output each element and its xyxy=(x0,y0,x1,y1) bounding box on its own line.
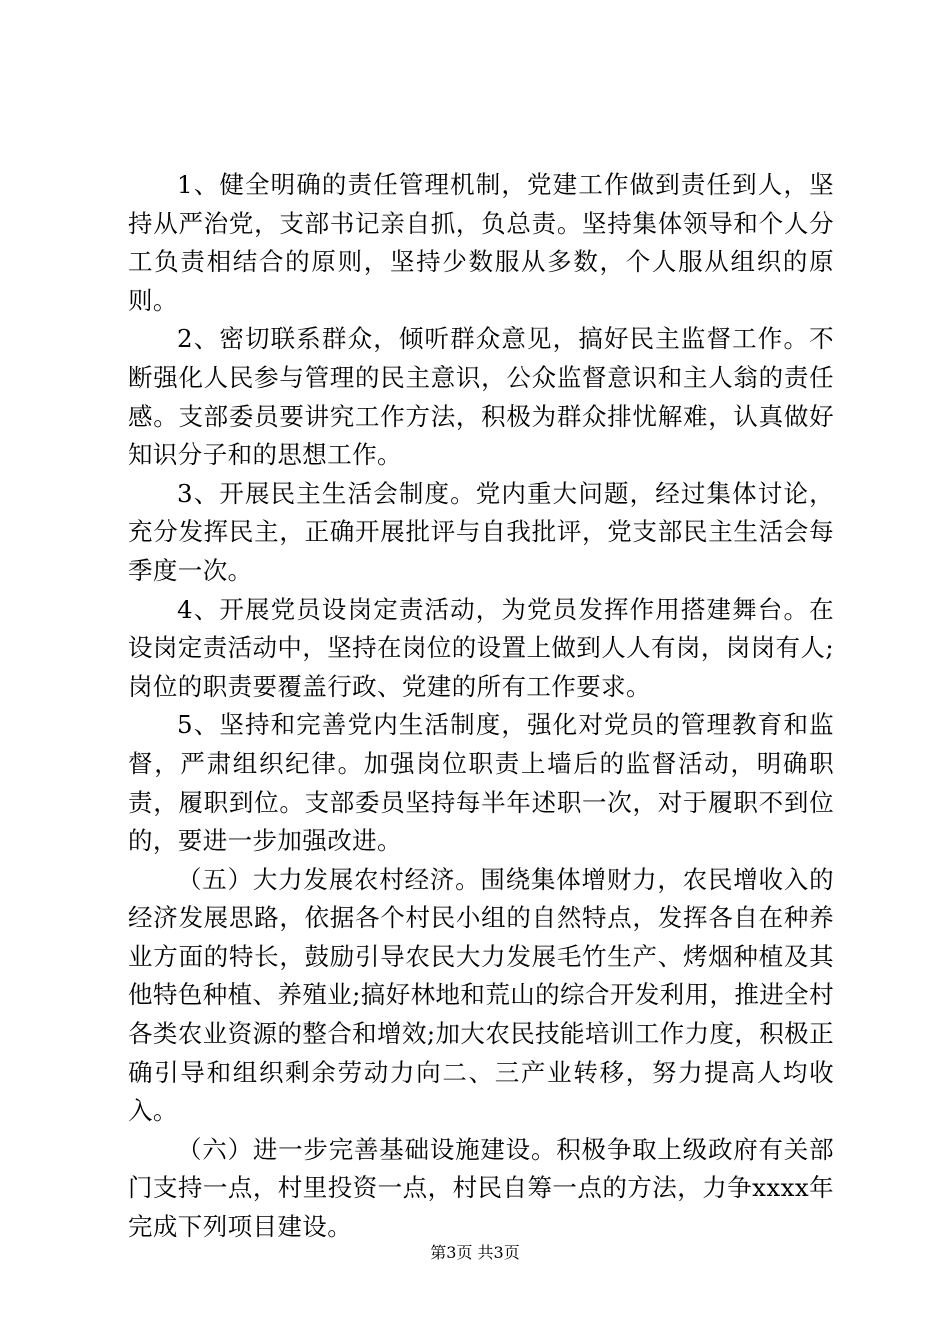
paragraph-1: 1、健全明确的责任管理机制，党建工作做到责任到人，坚持从严治党，支部书记亲自抓，负总责。坚持集体领导和个人分工负责相结合的原则，坚持少数服从多数，个人服从组织的原则。 xyxy=(128,170,834,315)
page-footer: 第3页 共3页 xyxy=(430,1243,520,1262)
paragraph-5: 5、坚持和完善党内生活制度，强化对党员的管理教育和监督，严肃组织纪律。加强岗位职责上墙后的监督活动，明确职责，履职到位。支部委员坚持每半年述职一次，对于履职不到位的，要进一步加强改进。 xyxy=(128,710,834,856)
paragraph-section-5: （五）大力发展农村经济。围绕集体增财力，农民增收入的经济发展思路，依据各个村民小组的自然特点，发挥各自在种养业方面的特长，鼓励引导农民大力发展毛竹生产、烤烟种植及其他特色种植、养殖业;搞好林地和荒山的综合开发利用，推进全村各类农业资源的整合和增效;加大农民技能培训工作力度，积极正确引导和组织剩余劳动力向二、三产业转移，努力提高人均收入。 xyxy=(128,864,834,1126)
document-body xyxy=(128,166,834,1247)
paragraph-4: 4、开展党员设岗定责活动，为党员发挥作用搭建舞台。在设岗定责活动中，坚持在岗位的设置上做到人人有岗，岗岗有人;岗位的职责要覆盖行政、党建的所有工作要求。 xyxy=(128,594,834,701)
paragraph-2: 2、密切联系群众，倾听群众意见，搞好民主监督工作。不断强化人民参与管理的民主意识，公众监督意识和主人翁的责任感。支部委员要讲究工作方法，积极为群众排忧解难，认真做好知识分子和的思想工作。 xyxy=(128,324,834,470)
paragraph-3: 3、开展民主生活会制度。党内重大问题，经过集体讨论，充分发挥民主，正确开展批评与自我批评，党支部民主生活会每季度一次。 xyxy=(128,478,834,585)
paragraph-section-6: （六）进一步完善基础设施建设。积极争取上级政府有关部门支持一点，村里投资一点，村民自筹一点的方法，力争xxxx年完成下列项目建设。 xyxy=(128,1134,834,1242)
